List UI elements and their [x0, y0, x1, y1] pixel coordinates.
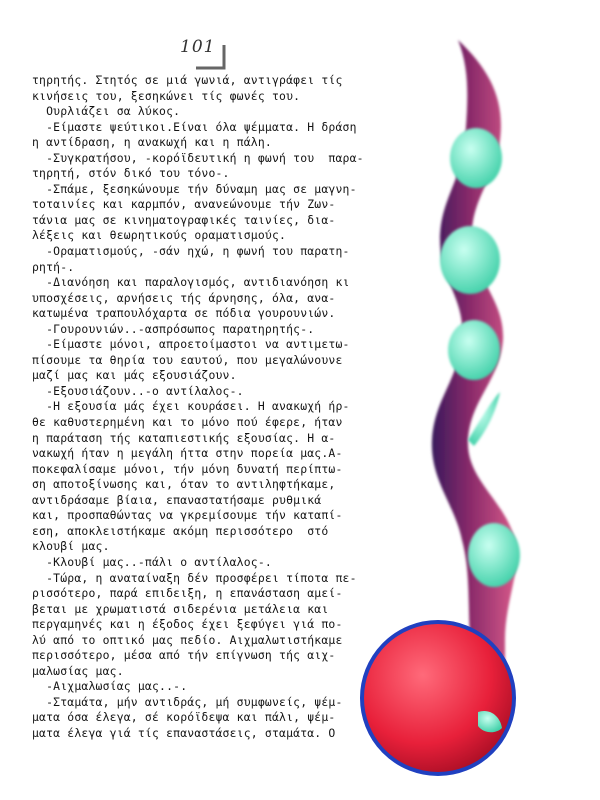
text-line: -Είμαστε μόνοι, απροετοίμαστοι να αντιμετω-	[32, 337, 350, 352]
text-line: η παράταση τής καταπιεστικής εξουσίας. Η α-	[32, 430, 336, 445]
text-line: τηρητή, στόν δικό του τόνο-.	[32, 166, 230, 181]
text-line: -Είμαστε ψεύτικοι.Είναι όλα ψέμματα. Η δράση	[32, 119, 357, 134]
text-line: ση αποτοξίνωσης και, όταν το αντιληφτήκαμε,	[32, 477, 336, 492]
text-line: περισσότερο, μέσα από τήν επίγνωση τής αιχ-	[32, 648, 336, 663]
text-line: -Σπάμε, ξεσηκώνουμε τήν δύναμη μας σε μαγνη-	[32, 181, 357, 196]
text-line: Ουρλιάζει σα λύκος.	[32, 104, 181, 119]
text-line: ματα όσα έλεγα, σέ κορόϊδεψα και πάλι, ψέμ-	[32, 710, 336, 725]
text-line: περγαμηνές και η έξοδος έχει ξεφύγει γιά πο-	[32, 617, 343, 632]
text-line: θε καθυστερημένη και το μόνο πού έφερε, ήταν	[32, 415, 343, 430]
text-line: τάνια μας σε κινηματογραφικές ταινίες, δια-	[32, 212, 336, 227]
text-line: ποκεφαλίσαμε μόνοι, τήν μόνη δυνατή περίπτω-	[32, 461, 343, 476]
text-line: τοταινίες και καρμπόν, ανανεώνουμε τήν Ζων-	[32, 197, 336, 212]
text-line: ματα έλεγα γιά τίς επαναστάσεις, σταμάτα. Ο	[32, 725, 336, 740]
text-line: πίσουμε τα θηρία του εαυτού, που μεγαλώνουνε	[32, 352, 343, 367]
text-line: -Γουρουνιών..-ασπρόσωπος παρατηρητής-.	[32, 321, 315, 336]
text-line: -Σταμάτα, μήν αντιδράς, μή συμφωνείς, ψέμ-	[32, 694, 343, 709]
text-line: ρητή-.	[32, 259, 75, 274]
text-line: νακωχή ήταν η μεγάλη ήττα στην πορεία μας.Α-	[32, 446, 343, 461]
text-line: -Συγκρατήσου, -κορόϊδευτική η φωνή του παρα-	[32, 150, 364, 165]
text-line: υποσχέσεις, αρνήσεις τής άρνησης, όλα, ανα-	[32, 290, 336, 305]
text-line: η αντίδραση, η ανακωχή και η πάλη.	[32, 135, 272, 150]
text-line: μαλωσίας μας.	[32, 663, 124, 678]
pea-shape	[468, 523, 520, 587]
text-line: -Διανόηση και παραλογισμός, αντιδιανόηση κι	[32, 275, 350, 290]
text-line: αντιδράσαμε βίαια, επαναστατήσαμε ρυθμικά	[32, 492, 322, 507]
text-line: -Κλουβί μας..-πάλι ο αντίλαλος-.	[32, 554, 272, 569]
text-line: κατωμένα τραπουλόχαρτα σε πόδια γουρουνιών.	[32, 306, 336, 321]
text-line: τηρητής. Στητός σε μιά γωνιά, αντιγράφει τίς	[32, 73, 343, 87]
text-line: λύ από το οπτικό μας πεδίο. Αιχμαλωτιστήκαμε	[32, 632, 343, 647]
text-line: -Εξουσιάζουν..-ο αντίλαλος-.	[32, 383, 244, 398]
text-line: εση, αποκλειστήκαμε ακόμη περισσότερο στό	[32, 523, 329, 538]
text-line: κινήσεις του, ξεσηκώνει τίς φωνές του.	[32, 88, 301, 103]
text-line: -Αιχμαλωσίας μας..-.	[32, 679, 188, 694]
text-line: βεται με χρωματιστά σιδερένια μετάλεια και	[32, 601, 329, 616]
page-number: 101	[180, 37, 216, 57]
text-line: μαζί μας και μάς εξουσιάζουν.	[32, 368, 237, 383]
text-line: και, προσπαθώντας να γκρεμίσουμε τήν καταπί-	[32, 508, 343, 523]
text-line: ρισσότερο, παρά επιδειξη, η επανάσταση αμεί-	[32, 586, 343, 601]
text-line: λέξεις και θεωρητικούς οραματισμούς.	[32, 228, 287, 243]
text-line: -Τώρα, η αναταίναξη δέν προσφέρει τίποτα πε-	[32, 570, 357, 585]
text-line: -Η εξουσία μάς έχει κουράσει. Η ανακωχή ήρ-	[32, 399, 350, 414]
text-line: -Οραματισμούς, -σάν ηχώ, η φωνή του παρατη-	[32, 244, 350, 259]
text-line: κλουβί μας.	[32, 539, 110, 554]
body-text	[32, 73, 462, 742]
